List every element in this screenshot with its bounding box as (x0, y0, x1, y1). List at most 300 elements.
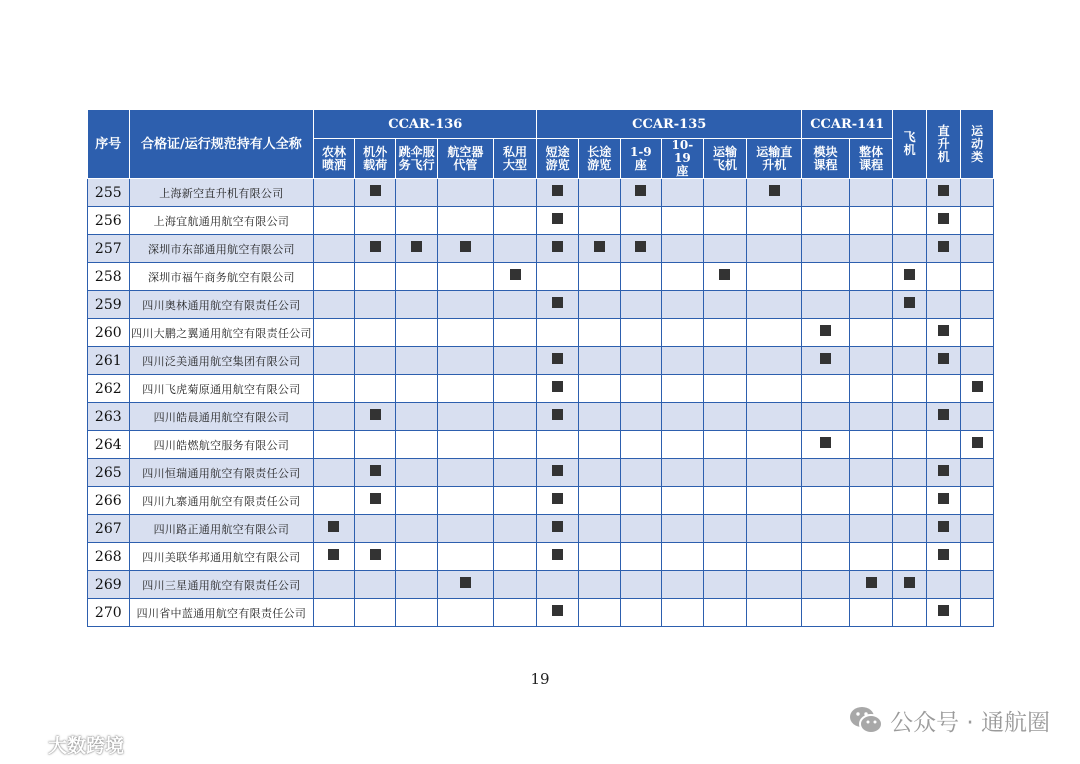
table-row (88, 543, 994, 571)
check-mark-icon (904, 577, 915, 588)
check-mark-icon (552, 241, 563, 252)
check-mark-icon (938, 185, 949, 196)
category-cell (493, 263, 537, 291)
category-cell (493, 571, 537, 599)
header-sub (620, 139, 662, 179)
category-cell (961, 375, 994, 403)
category-cell (396, 375, 438, 403)
category-cell (961, 179, 994, 207)
category-cell (926, 543, 960, 571)
category-cell (849, 515, 893, 543)
category-cell (578, 571, 620, 599)
category-cell (396, 571, 438, 599)
category-cell (396, 319, 438, 347)
category-cell (662, 571, 704, 599)
category-cell (703, 375, 747, 403)
category-cell (314, 571, 355, 599)
check-mark-icon (820, 353, 831, 364)
category-cell (537, 263, 579, 291)
header-helicopter-text: 直升机 (937, 123, 950, 164)
category-cell (314, 515, 355, 543)
header-sub-text: 模块课程 (813, 144, 838, 172)
table-row (88, 431, 994, 459)
holder-name: 四川恒瑞通用航空有限责任公司 (129, 459, 314, 487)
header-sub (314, 139, 355, 179)
holder-name: 深圳市福午商务航空有限公司 (129, 263, 314, 291)
category-cell (802, 375, 850, 403)
category-cell (703, 487, 747, 515)
category-cell (802, 599, 850, 627)
header-sub-text: 整体课程 (859, 144, 884, 172)
category-cell (620, 403, 662, 431)
check-mark-icon (938, 213, 949, 224)
header-sub (802, 139, 850, 179)
table-row (88, 207, 994, 235)
header-sub (396, 139, 438, 179)
category-cell (703, 207, 747, 235)
category-cell (747, 599, 802, 627)
check-mark-icon (904, 297, 915, 308)
category-cell (961, 235, 994, 263)
category-cell (893, 571, 926, 599)
category-cell (314, 487, 355, 515)
table-row (88, 459, 994, 487)
table-row (88, 599, 994, 627)
table-row (88, 375, 994, 403)
category-cell (354, 179, 396, 207)
check-mark-icon (635, 185, 646, 196)
category-cell (620, 599, 662, 627)
category-cell (493, 543, 537, 571)
check-mark-icon (938, 325, 949, 336)
header-sub (437, 139, 493, 179)
check-mark-icon (411, 241, 422, 252)
row-number: 263 (88, 403, 130, 431)
header-sub-text: 运输直升机 (756, 144, 793, 172)
header-sub (703, 139, 747, 179)
category-cell (926, 347, 960, 375)
category-cell (314, 319, 355, 347)
row-number: 265 (88, 459, 130, 487)
header-seq: 序号 (88, 110, 130, 179)
category-cell (961, 263, 994, 291)
watermark-brand-text: 大数跨境 (48, 734, 125, 757)
category-cell (437, 291, 493, 319)
category-cell (314, 291, 355, 319)
category-cell (578, 487, 620, 515)
table-row (88, 263, 994, 291)
category-cell (926, 263, 960, 291)
check-mark-icon (510, 269, 521, 280)
category-cell (620, 263, 662, 291)
check-mark-icon (769, 185, 780, 196)
category-cell (620, 375, 662, 403)
category-cell (926, 515, 960, 543)
category-cell (703, 431, 747, 459)
category-cell (537, 403, 579, 431)
category-cell (578, 207, 620, 235)
table-row (88, 347, 994, 375)
category-cell (961, 515, 994, 543)
header-sub-text: 机外载荷 (363, 144, 388, 172)
category-cell (437, 207, 493, 235)
page-number: 19 (530, 670, 550, 688)
category-cell (703, 571, 747, 599)
category-cell (620, 319, 662, 347)
check-mark-icon (552, 213, 563, 224)
table-body (88, 179, 994, 627)
category-cell (620, 571, 662, 599)
category-cell (620, 207, 662, 235)
header-group-ccar136: CCAR-136 (314, 110, 537, 139)
holder-name: 四川皓晨通用航空有限公司 (129, 403, 314, 431)
row-number: 256 (88, 207, 130, 235)
category-cell (747, 403, 802, 431)
category-cell (662, 459, 704, 487)
check-mark-icon (460, 241, 471, 252)
category-cell (961, 571, 994, 599)
category-cell (493, 487, 537, 515)
category-cell (354, 347, 396, 375)
check-mark-icon (552, 521, 563, 532)
header-sub-text: 短途游览 (545, 144, 570, 172)
category-cell (396, 515, 438, 543)
category-cell (893, 431, 926, 459)
category-cell (747, 543, 802, 571)
category-cell (849, 459, 893, 487)
category-cell (747, 375, 802, 403)
header-sub-text: 长途游览 (587, 144, 612, 172)
category-cell (703, 599, 747, 627)
category-cell (578, 319, 620, 347)
category-cell (396, 487, 438, 515)
category-cell (747, 347, 802, 375)
category-cell (437, 515, 493, 543)
category-cell (662, 599, 704, 627)
category-cell (961, 599, 994, 627)
category-cell (893, 515, 926, 543)
header-sub (849, 139, 893, 179)
category-cell (354, 515, 396, 543)
category-cell (893, 375, 926, 403)
category-cell (703, 291, 747, 319)
category-cell (537, 459, 579, 487)
category-cell (354, 207, 396, 235)
holder-name: 深圳市东部通用航空有限公司 (129, 235, 314, 263)
header-sub (578, 139, 620, 179)
header-sub (493, 139, 537, 179)
category-cell (396, 207, 438, 235)
category-cell (961, 459, 994, 487)
category-cell (354, 571, 396, 599)
category-cell (926, 207, 960, 235)
row-number: 267 (88, 515, 130, 543)
category-cell (314, 431, 355, 459)
certificate-holder-table (87, 109, 994, 627)
category-cell (802, 403, 850, 431)
check-mark-icon (460, 577, 471, 588)
category-cell (703, 403, 747, 431)
category-cell (537, 375, 579, 403)
category-cell (961, 319, 994, 347)
row-number: 259 (88, 291, 130, 319)
category-cell (893, 319, 926, 347)
category-cell (537, 291, 579, 319)
header-sub (747, 139, 802, 179)
category-cell (620, 515, 662, 543)
category-cell (354, 291, 396, 319)
category-cell (437, 403, 493, 431)
category-cell (437, 375, 493, 403)
category-cell (493, 291, 537, 319)
category-cell (926, 403, 960, 431)
category-cell (437, 319, 493, 347)
category-cell (396, 543, 438, 571)
category-cell (578, 291, 620, 319)
category-cell (849, 347, 893, 375)
category-cell (620, 179, 662, 207)
check-mark-icon (938, 241, 949, 252)
category-cell (396, 179, 438, 207)
category-cell (493, 403, 537, 431)
category-cell (849, 235, 893, 263)
category-cell (396, 235, 438, 263)
table-row (88, 571, 994, 599)
header-sub (354, 139, 396, 179)
check-mark-icon (552, 409, 563, 420)
category-cell (578, 375, 620, 403)
category-cell (620, 291, 662, 319)
check-mark-icon (820, 325, 831, 336)
category-cell (493, 179, 537, 207)
category-cell (396, 291, 438, 319)
row-number: 269 (88, 571, 130, 599)
category-cell (314, 179, 355, 207)
check-mark-icon (552, 493, 563, 504)
category-cell (493, 459, 537, 487)
row-number: 262 (88, 375, 130, 403)
category-cell (849, 543, 893, 571)
table-row (88, 291, 994, 319)
category-cell (314, 207, 355, 235)
category-cell (662, 179, 704, 207)
table-row (88, 515, 994, 543)
holder-name: 四川皓燃航空服务有限公司 (129, 431, 314, 459)
holder-name: 上海新空直升机有限公司 (129, 179, 314, 207)
check-mark-icon (328, 521, 339, 532)
category-cell (662, 431, 704, 459)
category-cell (703, 515, 747, 543)
category-cell (354, 319, 396, 347)
table-row (88, 235, 994, 263)
category-cell (926, 459, 960, 487)
category-cell (703, 319, 747, 347)
check-mark-icon (938, 521, 949, 532)
category-cell (493, 235, 537, 263)
category-cell (893, 599, 926, 627)
row-number: 264 (88, 431, 130, 459)
header-sub-text: 私用大型 (503, 144, 528, 172)
row-number: 268 (88, 543, 130, 571)
check-mark-icon (938, 605, 949, 616)
category-cell (537, 319, 579, 347)
row-number: 258 (88, 263, 130, 291)
category-cell (578, 431, 620, 459)
category-cell (802, 179, 850, 207)
category-cell (620, 543, 662, 571)
row-number: 257 (88, 235, 130, 263)
check-mark-icon (866, 577, 877, 588)
check-mark-icon (370, 549, 381, 560)
category-cell (354, 375, 396, 403)
category-cell (493, 375, 537, 403)
header-sub-text: 农林喷洒 (321, 144, 346, 172)
category-cell (926, 375, 960, 403)
category-cell (396, 263, 438, 291)
category-cell (578, 235, 620, 263)
category-cell (703, 235, 747, 263)
wechat-icon (848, 705, 884, 735)
category-cell (849, 263, 893, 291)
watermark-brand (8, 730, 124, 758)
category-cell (314, 543, 355, 571)
category-cell (437, 431, 493, 459)
category-cell (849, 599, 893, 627)
category-cell (396, 403, 438, 431)
category-cell (893, 207, 926, 235)
category-cell (747, 319, 802, 347)
check-mark-icon (370, 493, 381, 504)
category-cell (747, 431, 802, 459)
category-cell (703, 543, 747, 571)
category-cell (703, 179, 747, 207)
category-cell (849, 571, 893, 599)
holder-name: 四川路正通用航空有限公司 (129, 515, 314, 543)
check-mark-icon (552, 465, 563, 476)
category-cell (493, 515, 537, 543)
category-cell (802, 347, 850, 375)
category-cell (314, 459, 355, 487)
category-cell (849, 291, 893, 319)
category-cell (437, 487, 493, 515)
category-cell (662, 515, 704, 543)
header-sport (961, 110, 994, 179)
category-cell (662, 347, 704, 375)
category-cell (703, 263, 747, 291)
category-cell (802, 515, 850, 543)
category-cell (537, 571, 579, 599)
category-cell (314, 347, 355, 375)
header-group-ccar141: CCAR-141 (802, 110, 893, 139)
category-cell (849, 319, 893, 347)
row-number: 255 (88, 179, 130, 207)
category-cell (578, 403, 620, 431)
check-mark-icon (370, 185, 381, 196)
category-cell (537, 599, 579, 627)
category-cell (893, 459, 926, 487)
category-cell (354, 235, 396, 263)
category-cell (802, 543, 850, 571)
category-cell (802, 207, 850, 235)
header-sub (537, 139, 579, 179)
header-sub-text: 运输飞机 (712, 144, 737, 172)
header-sub-text: 航空器代管 (447, 144, 484, 172)
category-cell (537, 179, 579, 207)
category-cell (802, 487, 850, 515)
category-cell (849, 207, 893, 235)
category-cell (662, 543, 704, 571)
category-cell (354, 263, 396, 291)
category-cell (620, 431, 662, 459)
category-cell (747, 263, 802, 291)
category-cell (893, 263, 926, 291)
category-cell (620, 487, 662, 515)
category-cell (893, 487, 926, 515)
category-cell (703, 459, 747, 487)
category-cell (747, 235, 802, 263)
check-mark-icon (328, 549, 339, 560)
holder-name: 四川三星通用航空有限责任公司 (129, 571, 314, 599)
watermark-wechat-text: 公众号 · 通航圈 (890, 709, 1050, 736)
check-mark-icon (972, 437, 983, 448)
category-cell (493, 347, 537, 375)
category-cell (437, 263, 493, 291)
category-cell (578, 459, 620, 487)
check-mark-icon (552, 605, 563, 616)
header-sub-text: 10-19座 (671, 138, 694, 178)
category-cell (537, 235, 579, 263)
check-mark-icon (594, 241, 605, 252)
table-row (88, 487, 994, 515)
watermark-wechat (848, 703, 1050, 737)
category-cell (926, 487, 960, 515)
category-cell (893, 403, 926, 431)
category-cell (437, 543, 493, 571)
category-cell (493, 207, 537, 235)
header-sub-text: 跳伞服务飞行 (398, 144, 435, 172)
category-cell (926, 319, 960, 347)
category-cell (662, 403, 704, 431)
category-cell (620, 235, 662, 263)
category-cell (961, 347, 994, 375)
check-mark-icon (938, 409, 949, 420)
category-cell (802, 263, 850, 291)
check-mark-icon (820, 437, 831, 448)
category-cell (354, 459, 396, 487)
category-cell (747, 515, 802, 543)
category-cell (893, 543, 926, 571)
category-cell (961, 403, 994, 431)
category-cell (537, 347, 579, 375)
category-cell (926, 179, 960, 207)
category-cell (849, 375, 893, 403)
category-cell (849, 179, 893, 207)
category-cell (961, 487, 994, 515)
row-number: 260 (88, 319, 130, 347)
category-cell (493, 599, 537, 627)
category-cell (437, 599, 493, 627)
category-cell (314, 263, 355, 291)
check-mark-icon (552, 297, 563, 308)
category-cell (396, 431, 438, 459)
row-number: 261 (88, 347, 130, 375)
header-holder: 合格证/运行规范持有人全称 (129, 110, 314, 179)
category-cell (578, 515, 620, 543)
category-cell (620, 459, 662, 487)
header-airplane-text: 飞机 (903, 130, 916, 157)
category-cell (747, 487, 802, 515)
category-cell (314, 375, 355, 403)
